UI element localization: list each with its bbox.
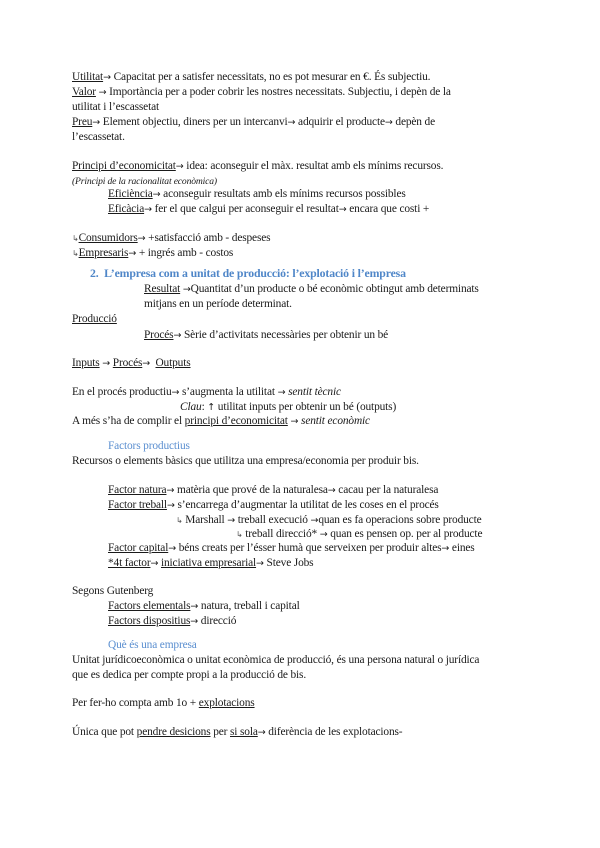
section-title: L’empresa com a unitat de producció: l’explotació i l’empresa [104, 266, 406, 280]
term-factor-capital: Factor capital [108, 542, 169, 554]
def-eficiencia: Eficiència→ aconseguir resultats amb els mínims recursos possibles [108, 188, 406, 200]
gutenberg-label: Segons Gutenberg [72, 585, 154, 597]
def-proces: Procés→ Sèrie d’activitats necessàries per obtenir un bé [144, 329, 389, 341]
hook-arrow-icon: ↳ [72, 249, 79, 258]
flow-inputs: Inputs [72, 357, 100, 369]
arrow-icon: → [384, 117, 393, 128]
que-es-line2: que es dedica per compte propi a la producció de bis. [72, 669, 307, 681]
factor-capital: Factor capital→ béns creats per l’ésser humà que serveixen per produir altes→ eines [108, 542, 475, 554]
arrow-icon: → [182, 284, 191, 295]
term-factors-elementals: Factors elementals [108, 600, 191, 612]
term-valor: Valor [72, 86, 96, 98]
que-es-empresa-heading: Què és una empresa [108, 639, 197, 651]
arrow-icon: → [166, 485, 175, 496]
term-empresaris: Empresaris [78, 247, 129, 259]
arrow-icon: → [137, 233, 146, 244]
def-utilitat: Utilitat→ Capacitat per a satisfer necessitats, no es pot mesurar en €. És subjectiu. [72, 71, 431, 83]
arrow-icon: → [175, 161, 184, 172]
arrow-icon: → [277, 387, 286, 398]
arrow-icon: → [150, 558, 159, 569]
def-valor-line2: utilitat i l’escassetat [72, 101, 160, 113]
arrow-icon: → [103, 72, 111, 83]
term-principi-economicitat: Principi d’economicitat [72, 160, 176, 172]
term-4t-factor: *4t factor [108, 557, 151, 569]
def-resultat-line2: mitjans en un període determinat. [144, 298, 292, 310]
def-valor-line1: Valor → Importància per a poder cobrir les nostres necessitats. Subjectiu, i depèn de la [72, 86, 451, 98]
arrow-icon: → [290, 416, 299, 427]
arrow-icon: → [102, 358, 111, 369]
arrow-icon: → [441, 543, 450, 554]
term-pendre-desicions: pendre desicions [136, 726, 211, 738]
arrow-icon: → [227, 515, 236, 526]
treball-direccio-line: ↳ treball direcció* → quan es pensen op. per al producte [236, 528, 483, 540]
arrow-icon: → [171, 387, 180, 398]
arrow-icon: → [327, 485, 336, 496]
sentit-economic: sentit econòmic [301, 415, 370, 427]
term-explotacions: explotacions [198, 697, 255, 709]
def-resultat-line1: Resultat →Quantitat d’un producte o bé econòmic obtingut amb determinats [144, 283, 479, 295]
factor-4t: *4t factor→ iniciativa empresarial→ Steve Jobs [108, 557, 314, 569]
arrow-icon: → [166, 500, 175, 511]
hook-arrow-icon: ↳ [176, 516, 183, 525]
term-eficacia: Eficàcia [108, 203, 145, 215]
clau-label: Clau [180, 401, 202, 413]
arrow-icon: → [257, 727, 266, 738]
def-empresaris: ↳Empresaris→ + ingrés amb - costos [72, 247, 234, 259]
term-factor-treball: Factor treball [108, 499, 167, 511]
factors-elementals: Factors elementals→ natura, treball i capital [108, 600, 300, 612]
hook-arrow-icon: ↳ [236, 530, 243, 539]
arrow-icon: → [128, 248, 137, 259]
term-proces: Procés [144, 329, 174, 341]
term-preu: Preu [72, 116, 93, 128]
factors-dispositius: Factors dispositius→ direcció [108, 615, 237, 627]
up-arrow-icon: ↑ [207, 402, 216, 413]
term-iniciativa-empresarial: iniciativa empresarial [160, 557, 257, 569]
term-resultat: Resultat [144, 283, 181, 295]
proces-productiu-line: En el procés productiu→ s’augmenta la utilitat → sentit tècnic [72, 386, 341, 398]
factor-treball: Factor treball→ s’encarrega d’augmentar la utilitat de les coses en el procés [108, 499, 439, 511]
term-principi-economicitat-2: principi d’economicitat [184, 415, 288, 427]
term-si-sola: si sola [230, 726, 258, 738]
arrow-icon: → [287, 117, 296, 128]
section-number: 2. [90, 266, 99, 280]
factors-productius-heading: Factors productius [108, 440, 190, 452]
clau-line: Clau: ↑ utilitat inputs per obtenir un bé (outputs) [180, 401, 397, 413]
arrow-icon: → [168, 543, 177, 554]
arrow-icon: → [190, 601, 199, 612]
arrow-icon: → [310, 515, 319, 526]
flow-inputs-proces-outputs [72, 356, 191, 371]
section-2-heading [90, 266, 406, 281]
que-es-line1: Unitat jurídicoeconòmica o unitat econòmica de producció, és una persona natural o jurídica [72, 654, 480, 666]
term-utilitat: Utilitat [72, 71, 104, 83]
arrow-icon: → [173, 330, 182, 341]
arrow-icon: → [152, 189, 161, 200]
term-consumidors: Consumidors [78, 232, 138, 244]
arrow-icon: → [144, 204, 152, 215]
marshall-line: ↳ Marshall → treball execució →quan es fa operacions sobre producte [176, 514, 482, 526]
arrow-icon: → [319, 529, 328, 540]
hook-arrow-icon: ↳ [72, 234, 79, 243]
def-preu-line2: l’escassetat. [72, 131, 125, 143]
term-eficiencia: Eficiència [108, 188, 153, 200]
principi-subtitle: (Principi de la racionalitat econòmica) [72, 176, 217, 187]
arrow-icon: → [190, 616, 199, 627]
produccio-label: Producció [72, 313, 117, 325]
ames-line: A més s’ha de complir el principi d’economicitat → sentit econòmic [72, 415, 370, 427]
def-eficacia: Eficàcia→ fer el que calgui per aconseguir el resultat→ encara que costi + [108, 203, 430, 215]
flow-outputs: Outputs [155, 357, 191, 369]
term-factors-dispositius: Factors dispositius [108, 615, 191, 627]
arrow-icon: → [142, 358, 151, 369]
arrow-icon: → [256, 558, 264, 569]
factor-natura: Factor natura→ matèria que prové de la naturalesa→ cacau per la naturalesa [108, 484, 439, 496]
term-factor-natura: Factor natura [108, 484, 167, 496]
unica-line: Única que pot pendre desicions per si sola→ diferència de les explotacions- [72, 726, 403, 738]
arrow-icon: → [338, 204, 347, 215]
def-consumidors: ↳Consumidors→ +satisfacció amb - despeses [72, 232, 271, 244]
factors-intro: Recursos o elements bàsics que utilitza una empresa/economia per produir bis. [72, 455, 419, 467]
def-principi: Principi d’economicitat→ idea: aconseguir el màx. resultat amb els mínims recursos. [72, 160, 444, 172]
flow-proces: Procés [112, 357, 143, 369]
def-preu-line1: Preu→ Element objectiu, diners per un intercanvi→ adquirir el producte→ depèn de [72, 116, 435, 128]
arrow-icon: → [98, 87, 107, 98]
arrow-icon: → [92, 117, 101, 128]
per-fer-ho-line: Per fer-ho compta amb 1o + explotacions [72, 697, 255, 709]
sentit-tecnic: sentit tècnic [288, 386, 341, 398]
